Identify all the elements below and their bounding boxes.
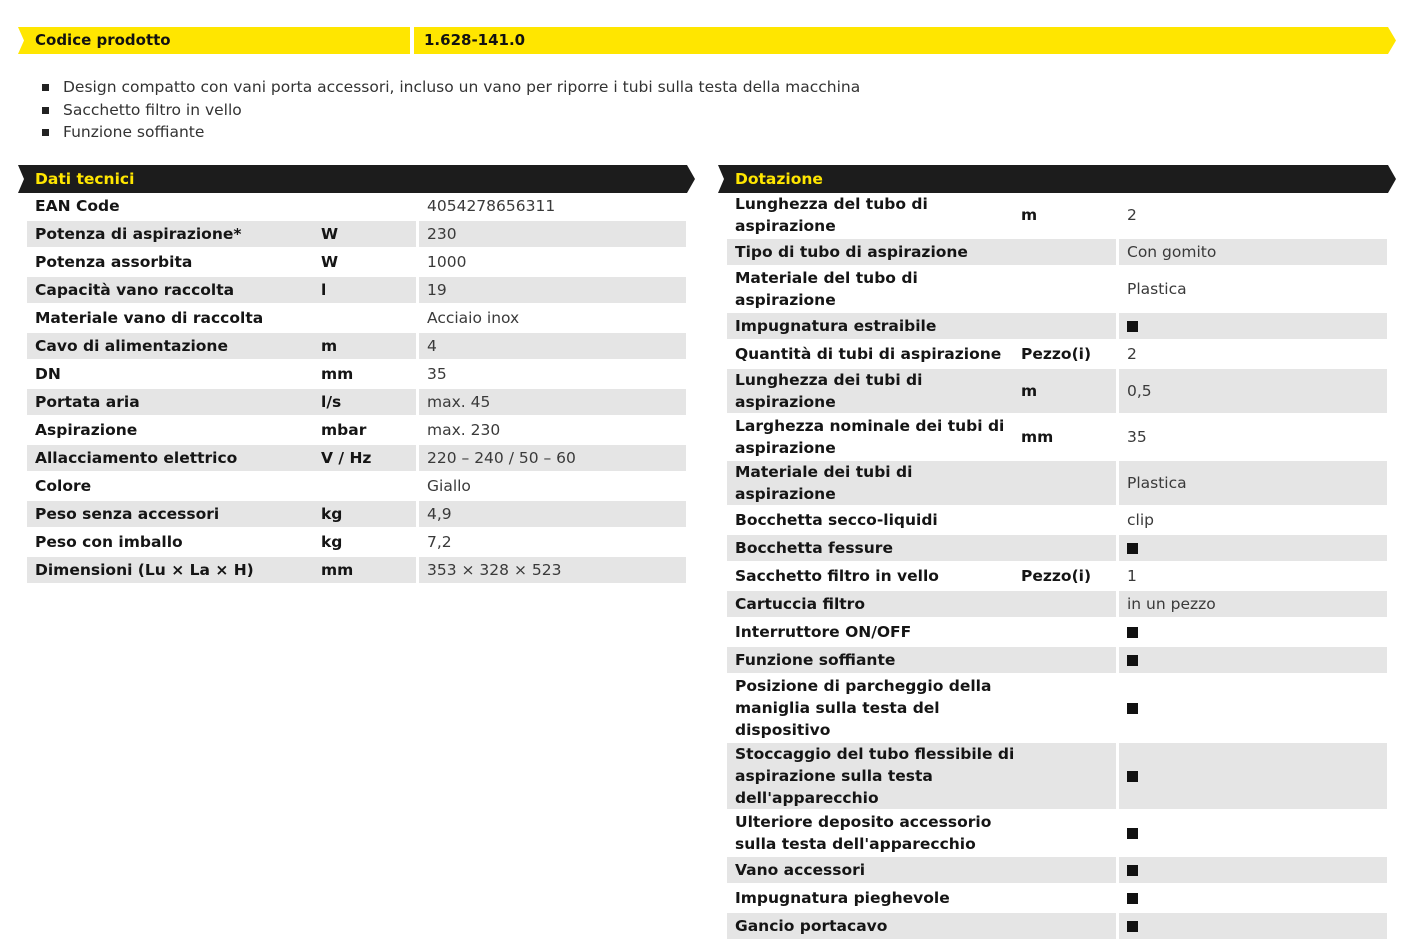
row-unit: W	[318, 221, 416, 249]
row-label: Interruttore ON/OFF	[727, 619, 1018, 647]
row-label: Materiale vano di raccolta	[27, 305, 318, 333]
row-value: Plastica	[1116, 461, 1387, 507]
table-row	[27, 529, 686, 557]
row-value	[1116, 647, 1387, 675]
table-row	[727, 619, 1387, 647]
row-unit: W	[318, 249, 416, 277]
table-row	[727, 647, 1387, 675]
row-label: Gancio portacavo	[727, 913, 1018, 941]
row-value	[1116, 619, 1387, 647]
row-unit	[1018, 461, 1116, 507]
row-unit: m	[1018, 193, 1116, 239]
row-value: clip	[1116, 507, 1387, 535]
row-unit: mm	[318, 557, 416, 585]
row-unit: l	[318, 277, 416, 305]
row-label: Lunghezza dei tubi di aspirazione	[727, 369, 1018, 415]
row-value	[1116, 857, 1387, 885]
row-label: Funzione soffiante	[727, 647, 1018, 675]
row-unit: mm	[1018, 415, 1116, 461]
product-code-label: Codice prodotto	[35, 31, 171, 49]
row-label: Vano accessori	[727, 857, 1018, 885]
row-label: Sacchetto filtro in vello	[727, 563, 1018, 591]
table-row	[27, 389, 686, 417]
row-label: Posizione di parcheggio della maniglia sulla testa del dispositivo	[727, 675, 1018, 743]
table-row	[727, 461, 1387, 507]
table-row	[27, 277, 686, 305]
row-unit	[1018, 811, 1116, 857]
row-label: Peso senza accessori	[27, 501, 318, 529]
row-value	[1116, 313, 1387, 341]
row-value: 1	[1116, 563, 1387, 591]
row-unit	[1018, 675, 1116, 743]
table-row	[27, 557, 686, 585]
row-value: 19	[416, 277, 686, 305]
row-unit	[1018, 313, 1116, 341]
row-unit: m	[318, 333, 416, 361]
row-value	[1116, 675, 1387, 743]
row-unit	[1018, 647, 1116, 675]
row-unit	[1018, 239, 1116, 267]
table-row	[727, 193, 1387, 239]
equipment-table	[727, 193, 1387, 941]
row-value: Acciaio inox	[416, 305, 686, 333]
table-row	[727, 507, 1387, 535]
row-label: Bocchetta fessure	[727, 535, 1018, 563]
row-value: Giallo	[416, 473, 686, 501]
row-label: Larghezza nominale dei tubi di aspirazione	[727, 415, 1018, 461]
table-row	[727, 313, 1387, 341]
table-row	[27, 501, 686, 529]
bullet-square-icon	[42, 84, 49, 91]
feature-text: Design compatto con vani porta accessori, incluso un vano per riporre i tubi sulla testa della macchina	[63, 78, 861, 96]
row-value: 4054278656311	[416, 193, 686, 221]
feature-list	[42, 76, 860, 144]
table-row	[727, 591, 1387, 619]
table-row	[727, 239, 1387, 267]
included-check-icon	[1127, 655, 1138, 666]
row-value: 35	[1116, 415, 1387, 461]
tech-data-header	[18, 165, 695, 193]
bullet-square-icon	[42, 107, 49, 114]
row-unit	[1018, 619, 1116, 647]
row-label: Capacità vano raccolta	[27, 277, 318, 305]
row-value: 7,2	[416, 529, 686, 557]
row-value: 2	[1116, 193, 1387, 239]
equipment-header	[718, 165, 1396, 193]
row-label: Tipo di tubo di aspirazione	[727, 239, 1018, 267]
row-label: Impugnatura estraibile	[727, 313, 1018, 341]
table-row	[27, 417, 686, 445]
table-row	[727, 913, 1387, 941]
row-label: Potenza assorbita	[27, 249, 318, 277]
table-row	[27, 445, 686, 473]
row-value: 220 – 240 / 50 – 60	[416, 445, 686, 473]
row-label: Cartuccia filtro	[727, 591, 1018, 619]
feature-item	[42, 121, 860, 144]
row-label: Materiale dei tubi di aspirazione	[727, 461, 1018, 507]
row-label: Portata aria	[27, 389, 318, 417]
row-unit	[1018, 913, 1116, 941]
row-value: Con gomito	[1116, 239, 1387, 267]
included-check-icon	[1127, 771, 1138, 782]
row-unit	[1018, 885, 1116, 913]
row-value	[1116, 811, 1387, 857]
included-check-icon	[1127, 828, 1138, 839]
row-unit: V / Hz	[318, 445, 416, 473]
table-row	[27, 249, 686, 277]
row-unit	[318, 473, 416, 501]
row-label: Cavo di alimentazione	[27, 333, 318, 361]
row-label: Potenza di aspirazione*	[27, 221, 318, 249]
included-check-icon	[1127, 921, 1138, 932]
row-value: 4	[416, 333, 686, 361]
row-unit: Pezzo(i)	[1018, 563, 1116, 591]
row-label: Impugnatura pieghevole	[727, 885, 1018, 913]
table-row	[727, 369, 1387, 415]
tech-data-title: Dati tecnici	[35, 170, 135, 188]
row-value: Plastica	[1116, 267, 1387, 313]
table-row	[27, 193, 686, 221]
row-label: Bocchetta secco-liquidi	[727, 507, 1018, 535]
row-value: 1000	[416, 249, 686, 277]
row-unit	[318, 305, 416, 333]
row-unit	[1018, 535, 1116, 563]
table-row	[27, 333, 686, 361]
row-value: 2	[1116, 341, 1387, 369]
table-row	[727, 341, 1387, 369]
table-row	[727, 535, 1387, 563]
row-unit: kg	[318, 501, 416, 529]
row-label: Lunghezza del tubo di aspirazione	[727, 193, 1018, 239]
row-value: 0,5	[1116, 369, 1387, 415]
row-value: 35	[416, 361, 686, 389]
table-row	[727, 675, 1387, 743]
product-code-value: 1.628-141.0	[424, 31, 526, 49]
row-unit	[1018, 507, 1116, 535]
row-unit: mm	[318, 361, 416, 389]
row-unit: kg	[318, 529, 416, 557]
row-label: Allacciamento elettrico	[27, 445, 318, 473]
row-value	[1116, 885, 1387, 913]
row-value	[1116, 913, 1387, 941]
row-label: DN	[27, 361, 318, 389]
row-unit	[1018, 857, 1116, 885]
row-unit: Pezzo(i)	[1018, 341, 1116, 369]
row-value: 230	[416, 221, 686, 249]
row-label: EAN Code	[27, 193, 318, 221]
included-check-icon	[1127, 865, 1138, 876]
included-check-icon	[1127, 627, 1138, 638]
row-value: in un pezzo	[1116, 591, 1387, 619]
row-label: Colore	[27, 473, 318, 501]
included-check-icon	[1127, 893, 1138, 904]
table-row	[727, 267, 1387, 313]
feature-text: Funzione soffiante	[63, 123, 205, 141]
row-label: Peso con imballo	[27, 529, 318, 557]
table-row	[727, 415, 1387, 461]
table-row	[727, 857, 1387, 885]
product-code-bar	[18, 27, 1396, 54]
table-row	[727, 743, 1387, 811]
row-unit	[1018, 591, 1116, 619]
row-value	[1116, 743, 1387, 811]
row-label: Ulteriore deposito accessorio sulla testa dell'apparecchio	[727, 811, 1018, 857]
row-unit: mbar	[318, 417, 416, 445]
row-label: Materiale del tubo di aspirazione	[727, 267, 1018, 313]
row-value: max. 230	[416, 417, 686, 445]
row-value	[1116, 535, 1387, 563]
table-row	[27, 305, 686, 333]
row-value: 4,9	[416, 501, 686, 529]
row-unit	[1018, 267, 1116, 313]
row-unit	[318, 193, 416, 221]
row-label: Dimensioni (Lu × La × H)	[27, 557, 318, 585]
feature-item	[42, 76, 860, 99]
table-row	[27, 473, 686, 501]
bullet-square-icon	[42, 129, 49, 136]
equipment-title: Dotazione	[735, 170, 823, 188]
feature-text: Sacchetto filtro in vello	[63, 100, 242, 119]
row-value: max. 45	[416, 389, 686, 417]
table-row	[727, 885, 1387, 913]
table-row	[727, 811, 1387, 857]
row-label: Stoccaggio del tubo flessibile di aspirazione sulla testa dell'apparecchio	[727, 743, 1018, 811]
row-label: Aspirazione	[27, 417, 318, 445]
row-unit: m	[1018, 369, 1116, 415]
row-unit: l/s	[318, 389, 416, 417]
included-check-icon	[1127, 703, 1138, 714]
row-label: Quantità di tubi di aspirazione	[727, 341, 1018, 369]
row-value: 353 × 328 × 523	[416, 557, 686, 585]
row-unit	[1018, 743, 1116, 811]
tech-data-table	[27, 193, 686, 585]
table-row	[727, 563, 1387, 591]
product-code-bar-bg	[18, 27, 1396, 54]
table-row	[27, 221, 686, 249]
feature-item	[42, 99, 860, 122]
table-row	[27, 361, 686, 389]
included-check-icon	[1127, 543, 1138, 554]
included-check-icon	[1127, 321, 1138, 332]
